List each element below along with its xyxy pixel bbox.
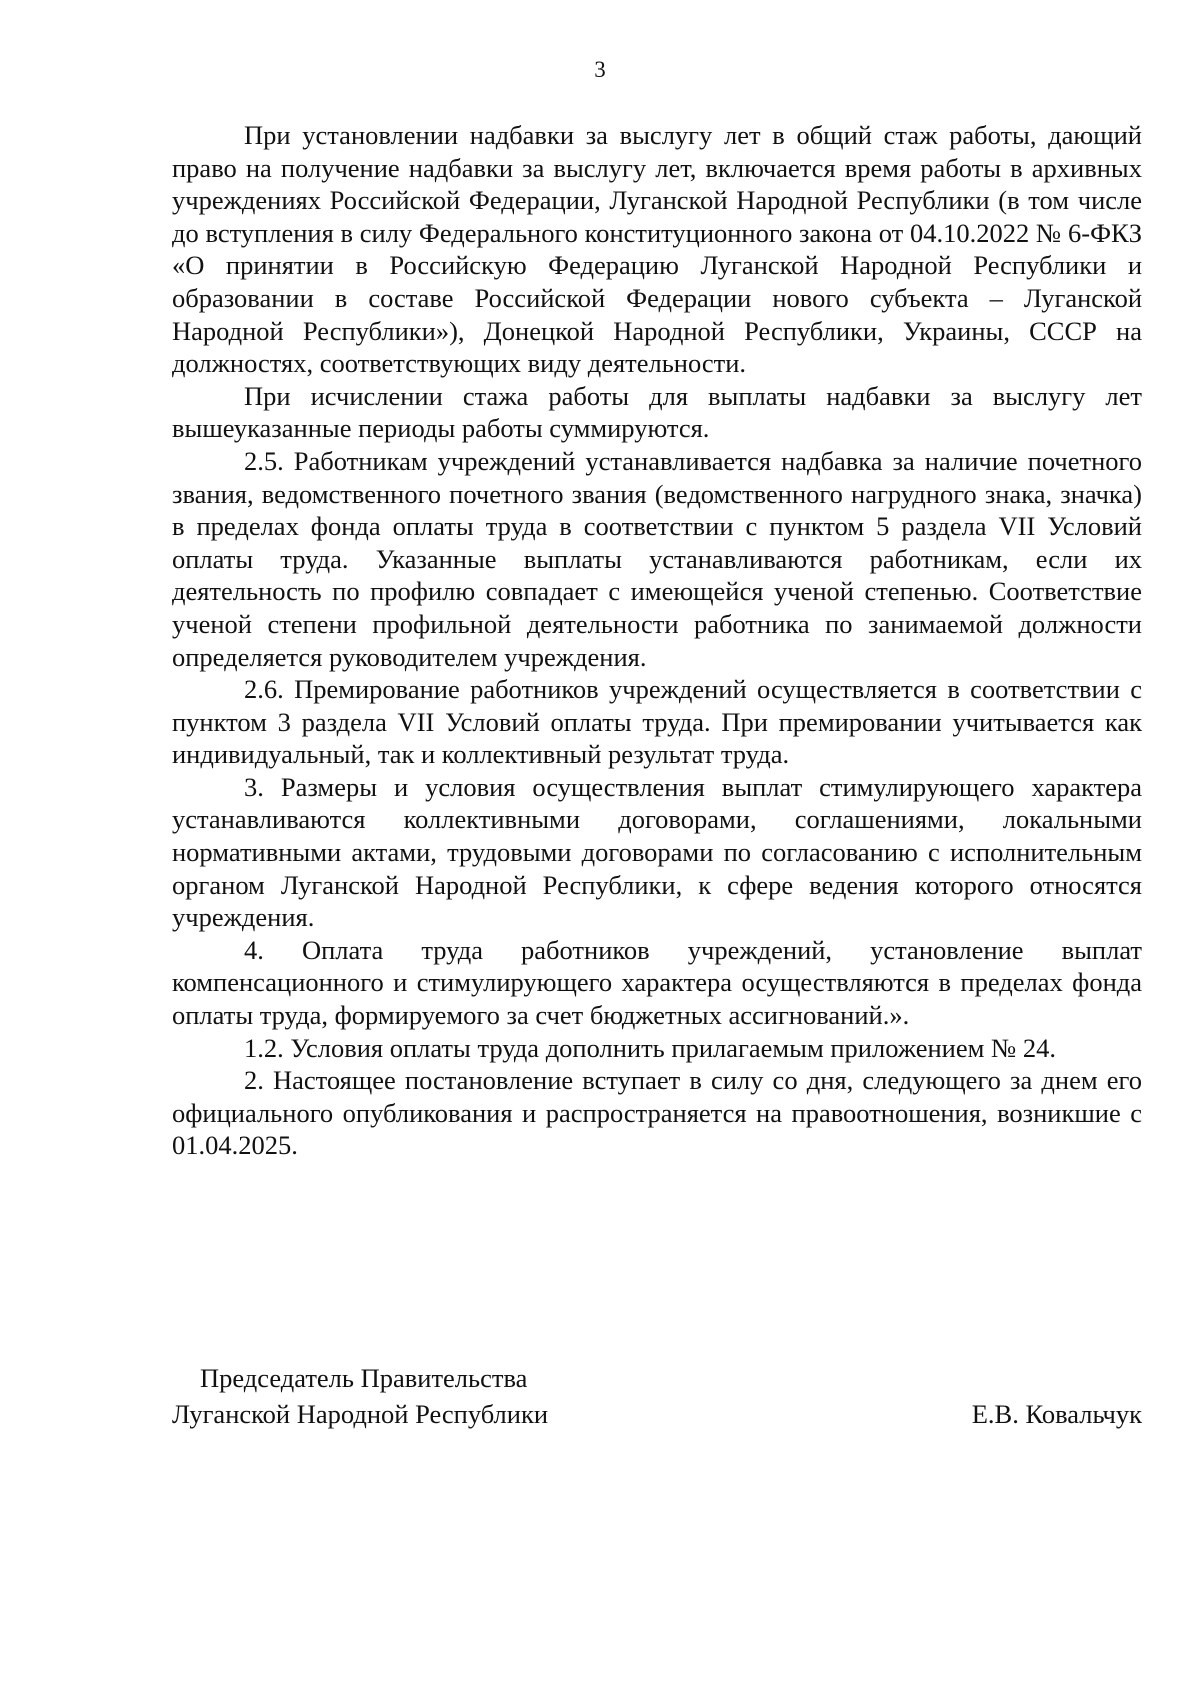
paragraph-seniority-allowance: При установлении надбавки за выслугу лет в общий стаж работы, дающий право на получение надбавки за выслугу лет, включается время работы в архивных учреждениях Российской Федерации, Луганской Народной Республики (в том числе до вступления в силу Федерального конституционного закона от 04.10.2022 № 6-ФКЗ «О принятии в Российскую Федерацию Луганской Народной Республики и образовании в составе Российской Федерации нового субъекта – Луганской Народной Республики»), Донецкой Народной Республики, Украины, СССР на должностях, соответствующих виду деятельности. [172,120,1142,379]
signature-block [172,1360,1142,1432]
document-body [172,119,1142,1162]
paragraph-4-payroll: 4. Оплата труда работников учреждений, установление выплат компенсационного и стимулирующего характера осуществляются в пределах фонда оплаты труда, формируемого за счет бюджетных ассигнований.». [172,934,1142,1031]
paragraph-1-2-appendix: 1.2. Условия оплаты труда дополнить прилагаемым приложением № 24. [244,1032,1057,1063]
paragraph-3-incentive-conditions: 3. Размеры и условия осуществления выплат стимулирующего характера устанавливаются коллективными договорами, соглашениями, локальными нормативными актами, трудовыми договорами по согласованию с исполнительным органом Луганской Народной Республики, к сфере ведения которого относятся учреждения. [172,771,1142,933]
paragraph-2-5-honorary-title: 2.5. Работникам учреждений устанавливается надбавка за наличие почетного звания, ведомственного почетного звания (ведомственного нагрудного знака, значка) в пределах фонда оплаты труда в соответствии с пунктом 5 раздела VII Условий оплаты труда. Указанные выплаты устанавливаются работникам, если их деятельность по профилю совпадает с имеющейся ученой степенью. Соответствие ученой степени профильной деятельности работника по занимаемой должности определяется руководителем учреждения. [172,445,1142,672]
signatory-title-line-1: Председатель Правительства [200,1363,528,1393]
paragraph-seniority-calculation: При исчислении стажа работы для выплаты надбавки за выслугу лет вышеуказанные периоды работы суммируются. [172,380,1142,444]
paragraph-2-6-bonuses: 2.6. Премирование работников учреждений осуществляется в соответствии с пунктом 3 раздела VII Условий оплаты труда. При премировании учитывается как индивидуальный, так и коллективный результат труда. [172,674,1142,770]
signatory-title-line-2: Луганской Народной Республики [172,1399,549,1429]
paragraph-2-effective-date: 2. Настоящее постановление вступает в силу со дня, следующего за днем его официального опубликования и распространяется на правоотношения, возникшие с 01.04.2025. [172,1065,1142,1161]
signatory-name: Е.В. Ковальчук [971,1399,1142,1429]
page-number: 3 [594,57,606,82]
signature-row [172,1396,1142,1432]
